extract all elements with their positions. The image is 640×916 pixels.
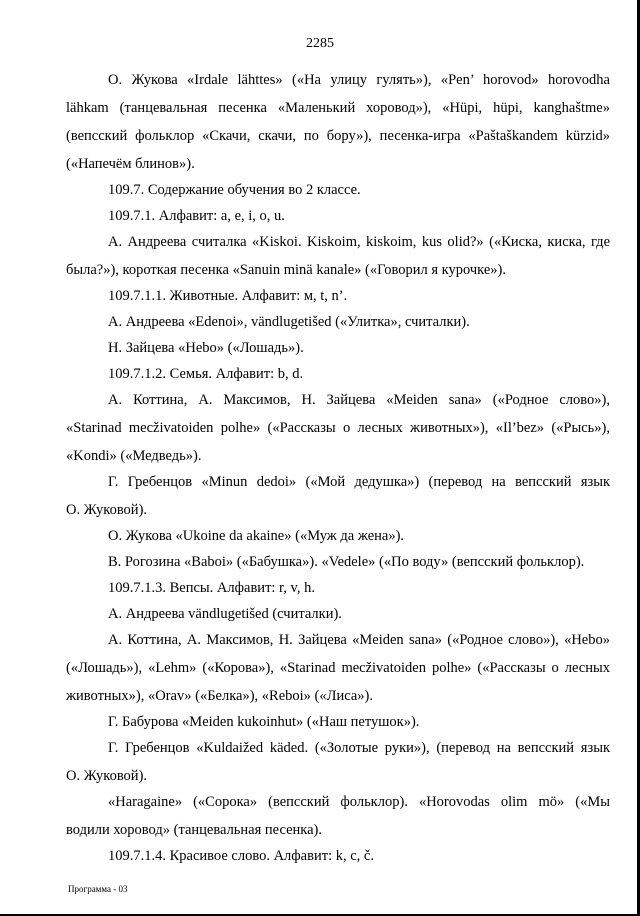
text-line: В. Рогозина «Baboi» («Бабушка»). «Vedele» («По воду» (вепсский фольклор). — [108, 554, 585, 570]
text-line: А. Андреева vändlugetišed (считалки). — [108, 606, 342, 622]
text-line: А. Андреева считалка «Kiskoi. Kiskoim, kiskoim, kus olid?» («Киска, киска, где — [108, 234, 610, 250]
section-heading: 109.7.1.2. Семья. Алфавит: b, d. — [108, 366, 304, 382]
text-line: «Kondi» («Медведь»). — [66, 448, 202, 464]
text-line: А. Коттина, А. Максимов, Н. Зайцева «Meiden sana» («Родное слово»), — [108, 392, 610, 408]
text-line: О. Жуковой). — [66, 502, 148, 518]
text-line: Г. Гребенцов «Minun dedoi» («Мой дедушка») (перевод на вепсский язык — [108, 474, 610, 490]
page-number: 2285 — [306, 36, 334, 51]
text-line: А. Андреева «Edenoi», vändlugetišed («Улитка», считалки). — [108, 314, 470, 330]
text-line: lähkam (танцевальная песенка «Маленький хоровод»), «Hüpi, hüpi, kanghaštme» — [66, 100, 610, 116]
text-line: Г. Гребенцов «Kuldaižed käded. («Золотые руки»), (перевод на вепсский язык — [108, 740, 610, 756]
text-line: А. Коттина, А. Максимов, Н. Зайцева «Meiden sana» («Родное слово»), «Hebo» — [108, 632, 610, 648]
text-line: «Starinad mecživatoiden polhe» («Рассказы о лесных животных»), «Il’bez» («Рысь»), — [66, 420, 610, 436]
text-line: О. Жуковой). — [66, 768, 148, 784]
text-line: (вепсский фольклор «Скачи, скачи, по бору»), песенка-игра «Paštaškandem kürzid» — [66, 128, 610, 144]
section-heading: 109.7. Содержание обучения во 2 классе. — [108, 182, 361, 198]
text-line: О. Жукова «Irdale lähttes» («На улицу гулять»), «Pen’ horovod» horovodha — [108, 72, 610, 88]
text-line: водили хоровод» (танцевальная песенка). — [66, 822, 322, 838]
section-heading: 109.7.1. Алфавит: a, e, i, o, u. — [108, 208, 285, 224]
section-heading: 109.7.1.3. Вепсы. Алфавит: r, v, h. — [108, 580, 315, 596]
text-line: О. Жукова «Ukoine da akaine» («Муж да жена»). — [108, 528, 405, 544]
footer-label: Программа - 03 — [68, 884, 128, 894]
text-line: («Лошадь»), «Lehm» («Корова»), «Starinad mecživatoiden polhe» («Рассказы о лесных — [66, 660, 610, 676]
section-heading: 109.7.1.1. Животные. Алфавит: м, t, n’. — [108, 288, 348, 304]
text-line: Н. Зайцева «Hebo» («Лошадь»). — [108, 340, 304, 356]
text-line: была?»), короткая песенка «Sanuin minä kanale» («Говорил я курочке»). — [66, 262, 506, 278]
text-line: животных»), «Orav» («Белка»), «Reboi» («Лиса»). — [66, 688, 373, 704]
text-line: («Напечём блинов»). — [66, 156, 195, 172]
text-line: Г. Бабурова «Meiden kukoinhut» («Наш петушок»). — [108, 714, 420, 730]
section-heading: 109.7.1.4. Красивое слово. Алфавит: k, c, č. — [108, 848, 374, 864]
text-line: «Haragaine» («Сорока» (вепсский фольклор). «Horovodas olim mö» («Мы — [108, 794, 610, 810]
